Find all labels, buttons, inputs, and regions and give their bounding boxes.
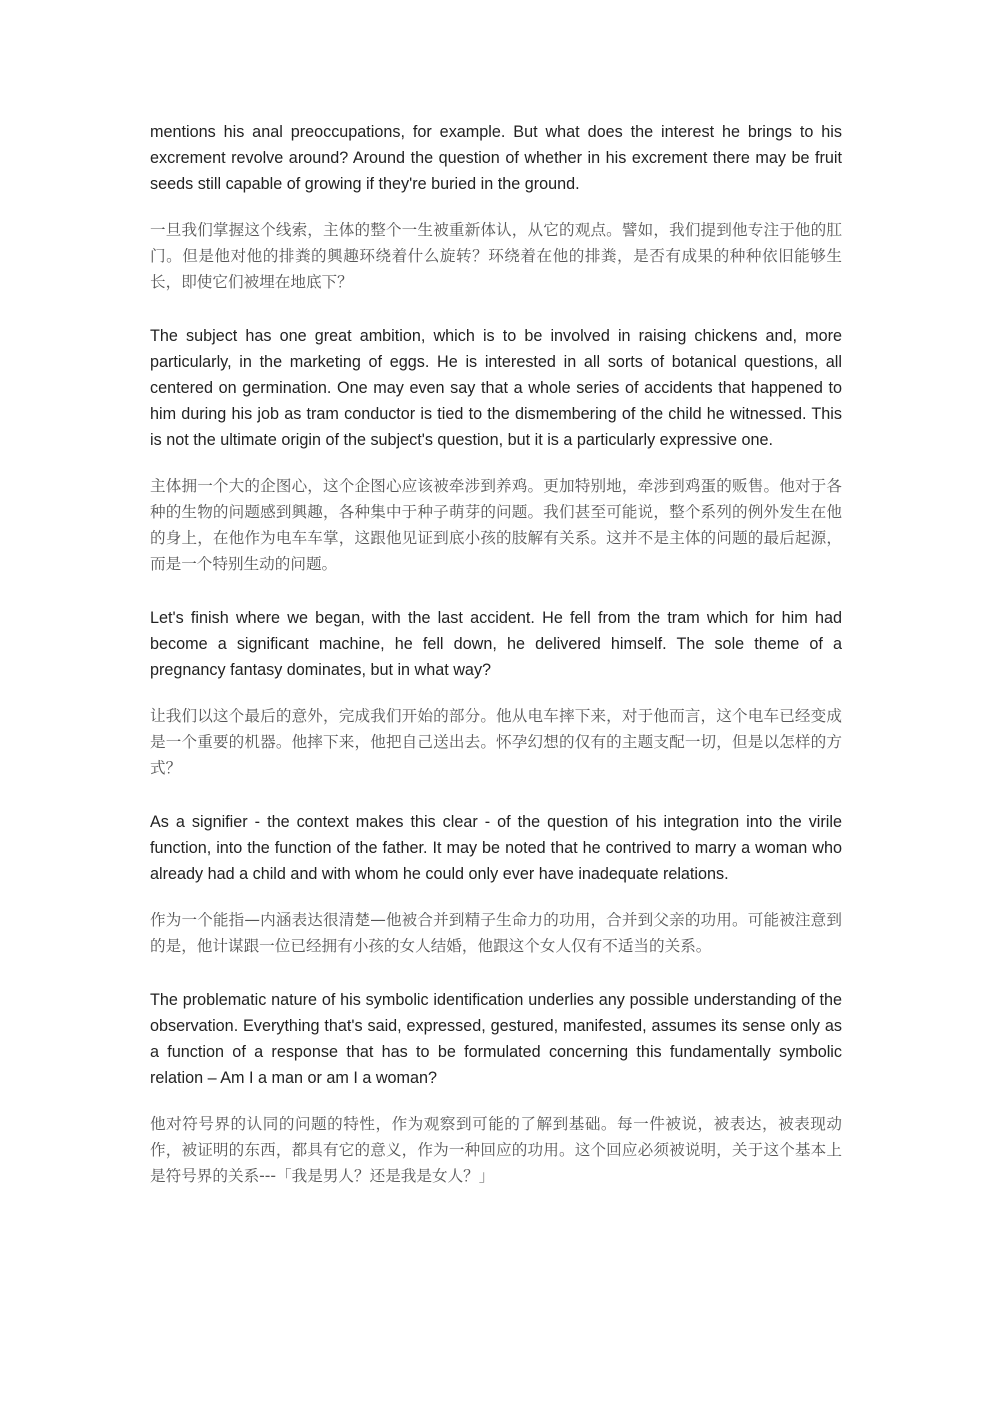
paragraph-gap (150, 959, 842, 987)
paragraph-gap (150, 887, 842, 907)
paragraph-gap (150, 1091, 842, 1111)
paragraph-en-5: The problematic nature of his symbolic identification underlies any possible understanding of the observation. Everything that's said, expressed, gestured, manifested, assumes its sense only as a function of a response that has to be formulated concerning this fundamentally symbolic relation – Am I a man or am I a woman? (150, 991, 842, 1087)
paragraph-gap (150, 453, 842, 473)
paragraph-zh-1: 一旦我们掌握这个线索，主体的整个一生被重新体认，从它的观点。譬如，我们提到他专注于他的肛门。但是他对他的排粪的興趣环绕着什么旋转？环绕着在他的排粪，是否有成果的种种依旧能够生长，即使它们被埋在地底下？ (150, 221, 842, 291)
paragraph-gap (150, 295, 842, 323)
paragraph-en-1: mentions his anal preoccupations, for example. But what does the interest he brings to his excrement revolve around? Around the question of whether in his excrement there may be fruit seeds still capable of growing if they're buried in the ground. (150, 123, 842, 193)
paragraph-zh-5: 他对符号界的认同的问题的特性，作为观察到可能的了解到基础。每一件被说，被表达，被表现动作，被证明的东西，都具有它的意义，作为一种回应的功用。这个回应必须被说明，关于这个基本上是符号界的关系---「我是男人？还是我是女人？」 (150, 1115, 842, 1185)
document-page (150, 119, 842, 1189)
paragraph-zh-2: 主体拥一个大的企图心，这个企图心应该被牵涉到养鸡。更加特别地，牵涉到鸡蛋的贩售。他对于各种的生物的问题感到興趣，各种集中于种子萌芽的问题。我们甚至可能说，整个系列的例外发生在他的身上，在他作为电车车掌，这跟他见证到底小孩的肢解有关系。这并不是主体的问题的最后起源，而是一个特别生动的问题。 (150, 477, 842, 573)
paragraph-gap (150, 683, 842, 703)
paragraph-zh-4: 作为一个能指—内涵表达很清楚—他被合并到精子生命力的功用，合并到父亲的功用。可能被注意到的是，他计谋跟一位已经拥有小孩的女人结婚，他跟这个女人仅有不适当的关系。 (150, 911, 842, 955)
paragraph-zh-3: 让我们以这个最后的意外，完成我们开始的部分。他从电车摔下来，对于他而言，这个电车已经变成是一个重要的机器。他摔下来，他把自己送出去。怀孕幻想的仅有的主题支配一切，但是以怎样的方式？ (150, 707, 842, 777)
paragraph-gap (150, 197, 842, 217)
paragraph-en-3: Let's finish where we began, with the last accident. He fell from the tram which for him had become a significant machine, he fell down, he delivered himself. The sole theme of a pregnancy fantasy dominates, but in what way? (150, 609, 842, 679)
paragraph-en-2: The subject has one great ambition, which is to be involved in raising chickens and, more particularly, in the marketing of eggs. He is interested in all sorts of botanical questions, all centered on germination. One may even say that a whole series of accidents that happened to him during his job as tram conductor is tied to the dismembering of the child he witnessed. This is not the ultimate origin of the subject's question, but it is a particularly expressive one. (150, 327, 842, 449)
paragraph-gap (150, 577, 842, 605)
paragraph-en-4: As a signifier - the context makes this clear - of the question of his integration into the virile function, into the function of the father. It may be noted that he contrived to marry a woman who already had a child and with whom he could only ever have inadequate relations. (150, 813, 842, 883)
paragraph-gap (150, 781, 842, 809)
